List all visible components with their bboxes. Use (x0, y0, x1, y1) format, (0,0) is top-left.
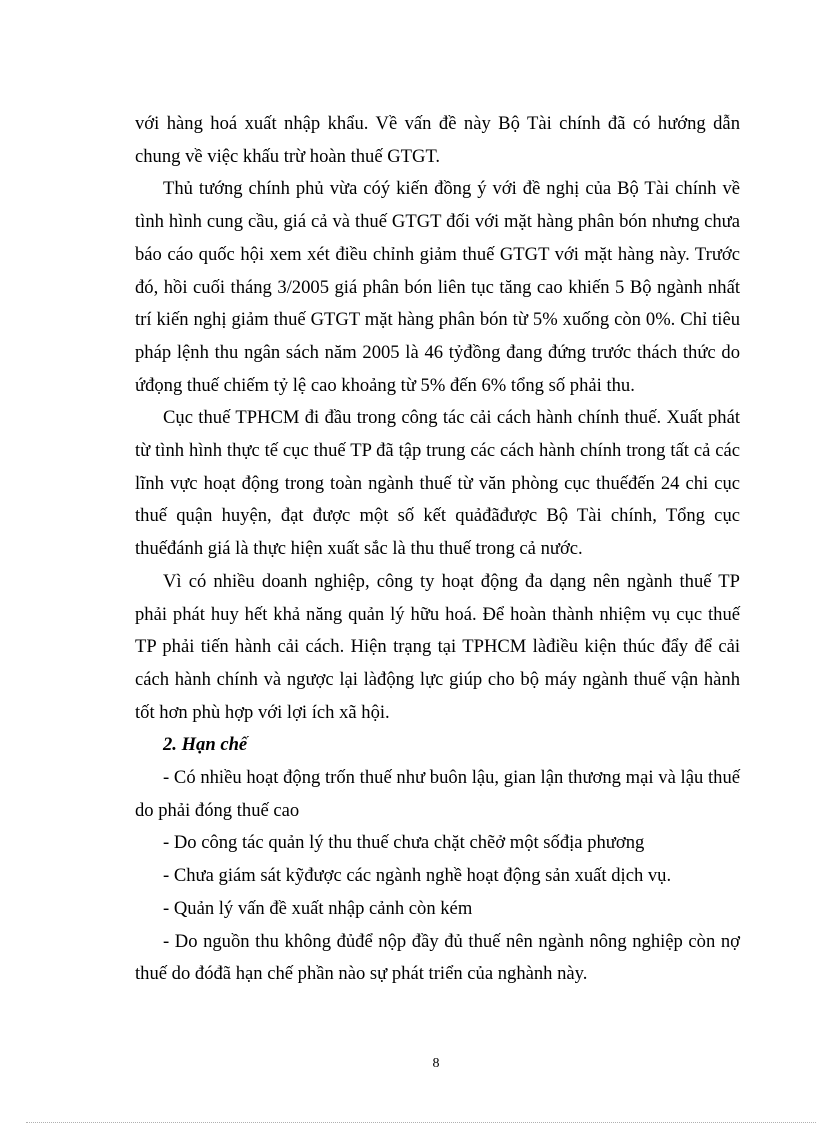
paragraph-tax-sector-reform: Vì có nhiều doanh nghiệp, công ty hoạt động đa dạng nên ngành thuế TP phải phát huy hết khả năng quản lý hữu hoá. Để hoàn thành nhiệm vụ cục thuế TP phải tiến hành cải cách. Hiện trạng tại TPHCM làđiều kiện thúc đẩy để cải cách hành chính và ngược lại làđộng lực giúp cho bộ máy ngành thuế vận hành tốt hơn phù hợp với lợi ích xã hội. (135, 570, 740, 723)
page-number: 8 (432, 1056, 440, 1071)
limitation-item: - Có nhiều hoạt động trốn thuế như buôn lậu, gian lận thương mại và lậu thuế do phải đóng thuế cao (135, 767, 740, 821)
limitation-item: - Chưa giám sát kỹđược các ngành nghề hoạt động sản xuất dịch vụ. (163, 865, 672, 887)
paragraph-hcmc-tax-reform: Cục thuế TPHCM đi đầu trong công tác cải cách hành chính thuế. Xuất phát từ tình hình thực tế cục thuế TP đã tập trung các cách hành chính trong tất cả các lĩnh vực hoạt động trong toàn ngành thuế từ văn phòng cục thuếđến 24 chi cục thuế quận huyện, đạt được một số kết quảđãđược Bộ Tài chính, Tổng cục thuếđánh giá là thực hiện xuất sắc là thu thuế trong cả nước. (135, 407, 740, 560)
document-body (135, 108, 740, 991)
section-heading-limitations: 2. Hạn chế (163, 734, 248, 756)
limitation-item: - Do nguồn thu không đủđể nộp đầy đủ thuế nên ngành nông nghiệp còn nợ thuế do đóđã hạn chế phần nào sự phát triển của nghành này. (135, 930, 740, 985)
limitation-item: - Quản lý vấn đề xuất nhập cảnh còn kém (163, 897, 473, 919)
paragraph-continuation: với hàng hoá xuất nhập khẩu. Về vấn đề này Bộ Tài chính đã có hướng dẫn chung về việc khấu trừ hoàn thuế GTGT. (135, 113, 740, 167)
limitation-item: - Do công tác quản lý thu thuế chưa chặt chẽở một sốđịa phương (163, 832, 645, 854)
paragraph-fertilizer-tax: Thủ tướng chính phủ vừa cóý kiến đồng ý với đề nghị của Bộ Tài chính về tình hình cung cầu, giá cả và thuế GTGT đối với mặt hàng phân bón nhưng chưa báo cáo quốc hội xem xét điều chỉnh giảm thuế GTGT với mặt hàng này. Trước đó, hồi cuối tháng 3/2005 giá phân bón liên tục tăng cao khiến 5 Bộ ngành nhất trí kiến nghị giảm thuế GTGT mặt hàng phân bón từ 5% xuống còn 0%. Chỉ tiêu pháp lệnh thu ngân sách năm 2005 là 46 tỷđồng đang đứng trước thách thức do ứđọng thuế chiếm tỷ lệ cao khoảng từ 5% đến 6% tổng số phải thu. (135, 178, 740, 396)
